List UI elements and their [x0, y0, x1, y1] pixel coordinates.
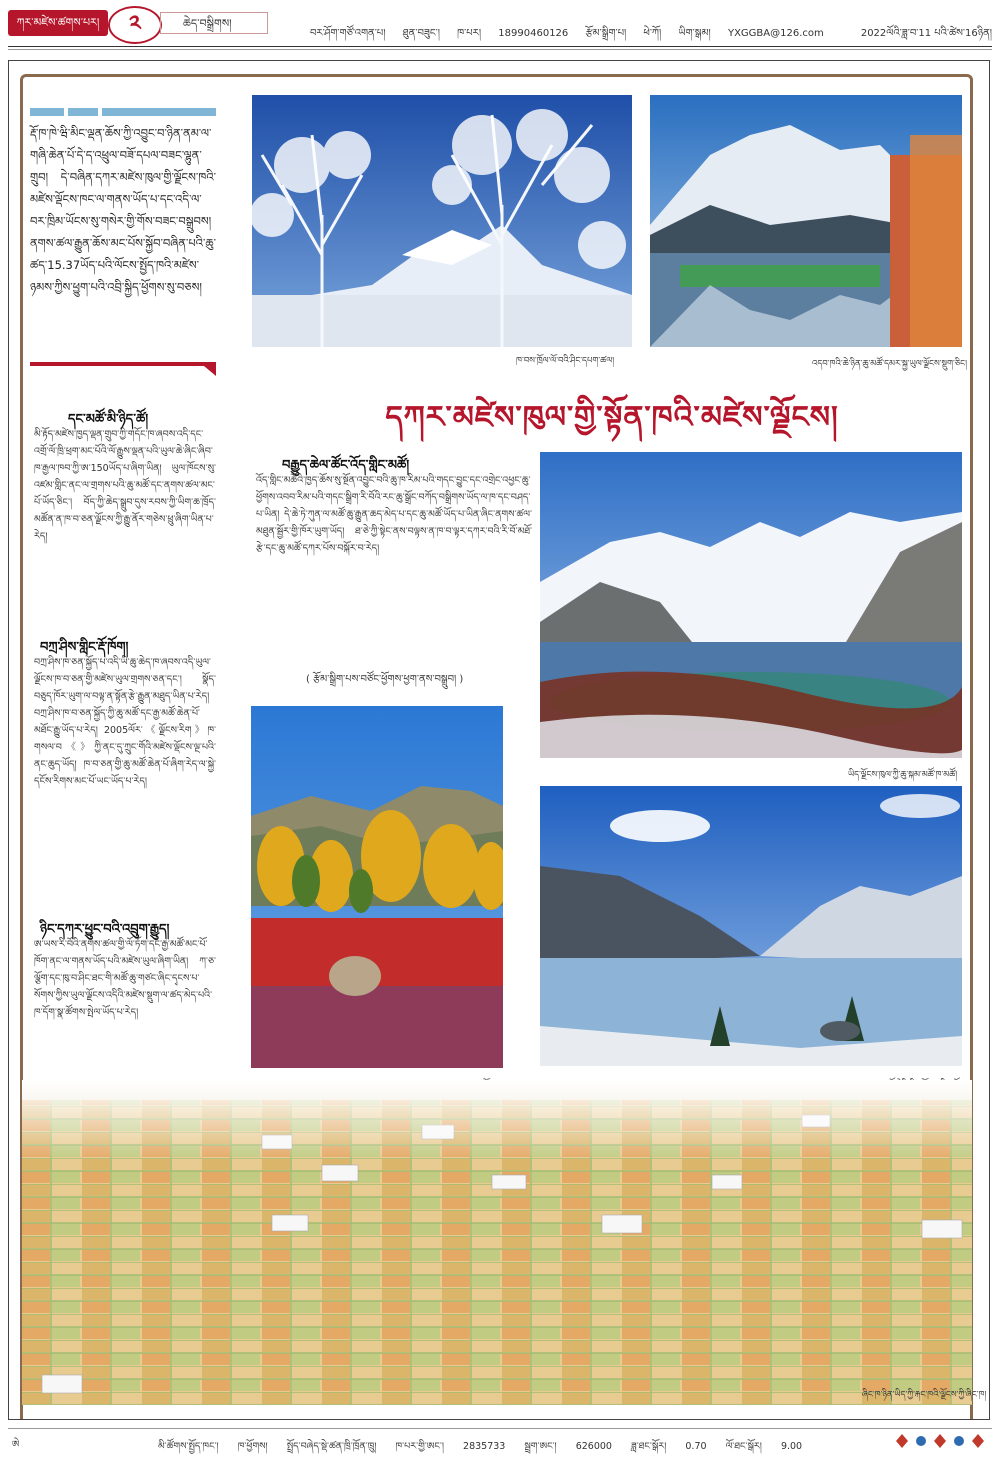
- photo-autumn-meadow: [251, 706, 503, 1068]
- publisher: མི་ཚོགས་སྤྱོད་ཁང་།: [158, 1441, 219, 1452]
- monthly-price-label: ཟླ་ཐང་སྒོར།: [631, 1441, 667, 1452]
- phone-number: 18990460126: [498, 28, 569, 39]
- photo-blue-lake: [540, 786, 962, 1066]
- ornament-icon: [894, 1432, 986, 1450]
- section-body-3: ཨ་ཡས་རི་བོའི་ནགས་ཚལ་གྱི་ལོ་ཏོག་དང་རྒྱ་མཚོ་མང་པོ་ཁོག་ནང་ལ་གནས་ཡོད་པའི་མཛེས་ཡུལ་ཞིག་ཡིན། ཀ་ཅ་ལྕོག་དང་ཁུ་བ་ཤིང་ཐང་གི་མཚོ་ཆུ་གཙང་ཞིང་དྭངས་པ་སོགས་ཀྱིས་ཡུལ་ལྗོངས་འདིའི་མཛེས་སྡུག་ལ་ཚད་མེད་པའི་ཁ་དོག་སྣ་ཚོགས་སྤེལ་ཡོད་པ་རེད།: [34, 939, 216, 1018]
- photo-farmland: [22, 1080, 972, 1405]
- photo-mountain-lake: [650, 95, 962, 347]
- section-body-2: བཀྲ་ཤིས་ཁ་ཅན་སྐྱོད་པ་འདི་ཡི་ཆུ་ཆེད་ཁ་ཞབས་འདི་ཡུལ་ལྗོངས་ཁ་བ་ཅན་གྱི་མཛེས་ཡུལ་གྲགས་ཅན་དང་། སྣོད་བཅུད་ཁོར་ཡུག་ལ་བལྟ་ན་སྟོན་རྩེ་རྒྱུན་མཐུད་ཡིན་པ་རེད། བཀྲ་ཤིས་ཁ་བ་ཅན་སྐྱོད་ཀྱི་ཆུ་མཚོ་དང་རྒྱ་མཚོ་ཆེན་པོ་མཐོང་རྒྱུ་ཡོད་པ་རེད། 2005ལོར་《ལྗོངས་རིག》ཁ་གསལ་བ《》ཀྱི་ནང་དུ་ཀྲུང་གོའི་མཛེས་ལྡོངས་ལྔ་པའི་ནང་ཆུད་ཡོད། ཁ་བ་ཅན་གྱི་ཆུ་མཚོ་ཆེན་པོ་ཞིག་རེད་ལ་སྐྱེ་དངོས་རིགས་མང་པོ་ཡང་ཡོད་པ་རེད།: [34, 657, 216, 787]
- publisher-location: ཁ་ཕྱོགས།: [237, 1441, 268, 1452]
- intro-paragraph: རྡོ་ཁ་ཁེ་ཝི་མིང་ལྡན་ཆོས་ཀྱི་འབྱུང་བ་ཉིན་ནམ་ལ་གཞི་ཆེན་པོ་དེ་ད་འཕྲུལ་བཟོ་དཔལ་བཟང་ལྷུན་གྲུབ། དེ་བཞིན་དཀར་མཛེས་ཁུལ་གྱི་ལྗོངས་ཁའི་མཛེས་ལྡོངས་ཁང་ལ་གནས་ཡོད་པ་དང་འདི་ལ་བར་ཁྲིམ་ཡོངས་སུ་གསེར་གྱི་གོས་བཟང་བསྒྲུབས། ནགས་ཚལ་རྒྱུན་ཆོས་མང་པོས་སྐྱོབ་བཞིན་པའི་ཆུ་ཚད་15.37ཡོད་པའི་ལོངས་སྤྱོད་ཁའི་མཛེས་ཉམས་ཀྱིས་ཕྱུག་པའི་འབྲི་སྐྱིད་ཕྱོགས་སུ་བཅས།: [30, 126, 216, 294]
- yearly-price: 9.00: [780, 1441, 803, 1452]
- caption-farmland: ཞིང་ཁ་ཉིན་ཡིད་ཀྱི་རྐང་ཁའི་ལྗོངས་ཀྱི་ཞིང་ཁ།: [862, 1390, 987, 1400]
- editor-role: བར་ཤོག་གཙོ་འགན་པ།: [310, 28, 386, 39]
- phone-label: ཁ་པར་གྱི་ཨང་།: [395, 1441, 444, 1452]
- section-label: [160, 12, 268, 34]
- page-headline: དཀར་མཛེས་ཁུལ་གྱི་སྟོན་ཁའི་མཛེས་ལྗོངས།: [385, 400, 839, 435]
- issue-date: 2022ལོའི་ཟླ་བ་11 པའི་ཚེས་16ཉིན།: [860, 28, 992, 39]
- article-byline: ( རྩོམ་སྒྲིག་པས་བཙོང་ཕྱོགས་ཕྱག་ནས་བསྒྲུབ། ): [306, 674, 464, 685]
- section-label-text: ཆེད་བསྒྲིགས།: [183, 17, 232, 30]
- section-body-1: མི་རྟོད་མཛེས་ཁྱད་ལྡན་གྲུབ་ཀྱི་གདོང་ཁ་ཞབས་འདི་དང་འགྲོ་ལོ་ཁྲི་ཕྲག་མང་པོའི་ལོ་རྒྱུས་ལྡན་པའི་ཡུལ་ཆེ་ཞིང་ཞིབ་ཁ་རྒྱལ་ཁབ་ཀྱི་ཨ་150ཡོད་པ་ཞིག་ཡིན། ཡུལ་ཁོངས་སུ་འཛམ་གླིང་ནང་ལ་གྲགས་པའི་ཆུ་མཚོ་དང་ནགས་ཚལ་མང་པོ་ཡོད་ཅིང་། བོད་ཀྱི་ཆེད་སྒྲུབ་དུས་རབས་ཀྱི་ཡིག་ཆ་ཁྲོད་མཚོན་ན་ཁ་བ་ཅན་ལྗོངས་ཀྱི་རྒྱུ་ནོར་གཅེས་ཕྲུ་ཞིག་ཡིན་པ་རེད།: [34, 429, 216, 542]
- email-label: ཡིག་སྒམ།: [678, 28, 711, 39]
- page-number-badge: ༢: [108, 6, 162, 44]
- newspaper-masthead: ཀར་མཛེས་ཚགས་པར།: [8, 10, 108, 36]
- phone-number: 2835733: [463, 1441, 506, 1452]
- page-footer: [8, 1428, 992, 1453]
- page-header: [0, 0, 1000, 48]
- article-subtitle: བརྒྱུད་ཆེལ་ཚོང་འོད་གླིང་མཚོ།: [282, 458, 410, 473]
- caption-mountain-lake: འདབ་ཁའི་ཆེ་ཉིན་ཆུ་མཚོ་དམར་སྐྱ་ཡུལ་ལྗོངས་སྡུག་ཅིང།: [812, 359, 967, 369]
- photo-snowy-forest: [252, 95, 632, 347]
- section-title-2: བཀྲ་ཤིས་གླིང་རྡོ་ཁོག།: [40, 640, 129, 655]
- header-rule: [8, 46, 992, 47]
- yearly-price-label: ལོ་ཐང་སྒོར།: [725, 1441, 762, 1452]
- caption-stepped-lakes: ཡིད་ལྗོངས་ཁུལ་ཀྱི་ཆུ་སྐམ་མཚོ་ཁ་མཚོ།: [848, 770, 958, 780]
- email-address: YXGGBA@126.com: [727, 28, 824, 39]
- photo-stepped-lakes: [540, 452, 962, 758]
- designer-name: ཕེ་ཀོ།: [643, 28, 662, 39]
- caption-snowy-forest: ཁ་བས་ཁྲོལ་ལོ་བའི་ཤིང་དཔག་ཚལ།: [516, 356, 615, 366]
- postcode: 626000: [575, 1441, 612, 1452]
- editor-name: ཐུན་བཟུང་།: [402, 28, 440, 39]
- intro-divider: [30, 362, 216, 366]
- section-title-1: དང་མཚོ་མི་ཉིད་ཚོ།: [68, 412, 149, 427]
- distribution: སྤྲོད་བཞེད་སྡེ་ཚན་ཁྲི་ཁྲོན་ཁྲུ།: [286, 1441, 377, 1452]
- designer-role: རྩོམ་སྒྲིག་པ།: [585, 28, 627, 39]
- monthly-price: 0.70: [685, 1441, 707, 1452]
- postcode-label: སྦྲག་ཨང་།: [524, 1441, 557, 1452]
- section-title-3: ཉིང་དཀར་ཕྱུང་བའི་འབྲུག་རྒྱུད།: [40, 922, 170, 937]
- phone-label: ཁ་པར།: [457, 28, 482, 39]
- header-rule-thin: [8, 49, 992, 50]
- footer-mark: ཨེ: [12, 1440, 20, 1450]
- article-body: འོད་གླིང་མཚོའི་ཁྱད་ཆོས་སུ་སྔོན་འབྱུང་བའི་ཆུ་ཁ་རིམ་པའི་གདང་བྱུང་དང་འགྲེང་འཕྱང་ཆུ་ཕྱོགས་འབབ་རིམ་པའི་གདང་སྒྲིག་རི་བོའི་རང་ཆུ་སྒྲོང་བཀོད་བསྒྲིགས་ཡོད་ལ་ཁ་དང་བཤད་པ་ཡིན། དེ་ཆེ་ཏེ་ཀུན་ལ་མཚོ་ཆུ་རྒྱུན་ཆད་མེད་པ་དང་ཆུ་མཚོ་ཡོད་པ་ཡིན་ཞིང་ནགས་ཚལ་མཐུན་སྦྱོར་གྱི་ཁོར་ཡུག་ཡོད། ཐ་ཅེ་ཀྱི་སྟེང་ནས་བལྟས་ན་ཁ་བ་ལྟར་དཀར་བའི་རི་བོ་མཐོ་རྩེ་དང་ཆུ་མཚོ་དཀར་པོས་བསྐོར་བ་རེད།: [256, 475, 532, 554]
- footer-info: [158, 1435, 818, 1462]
